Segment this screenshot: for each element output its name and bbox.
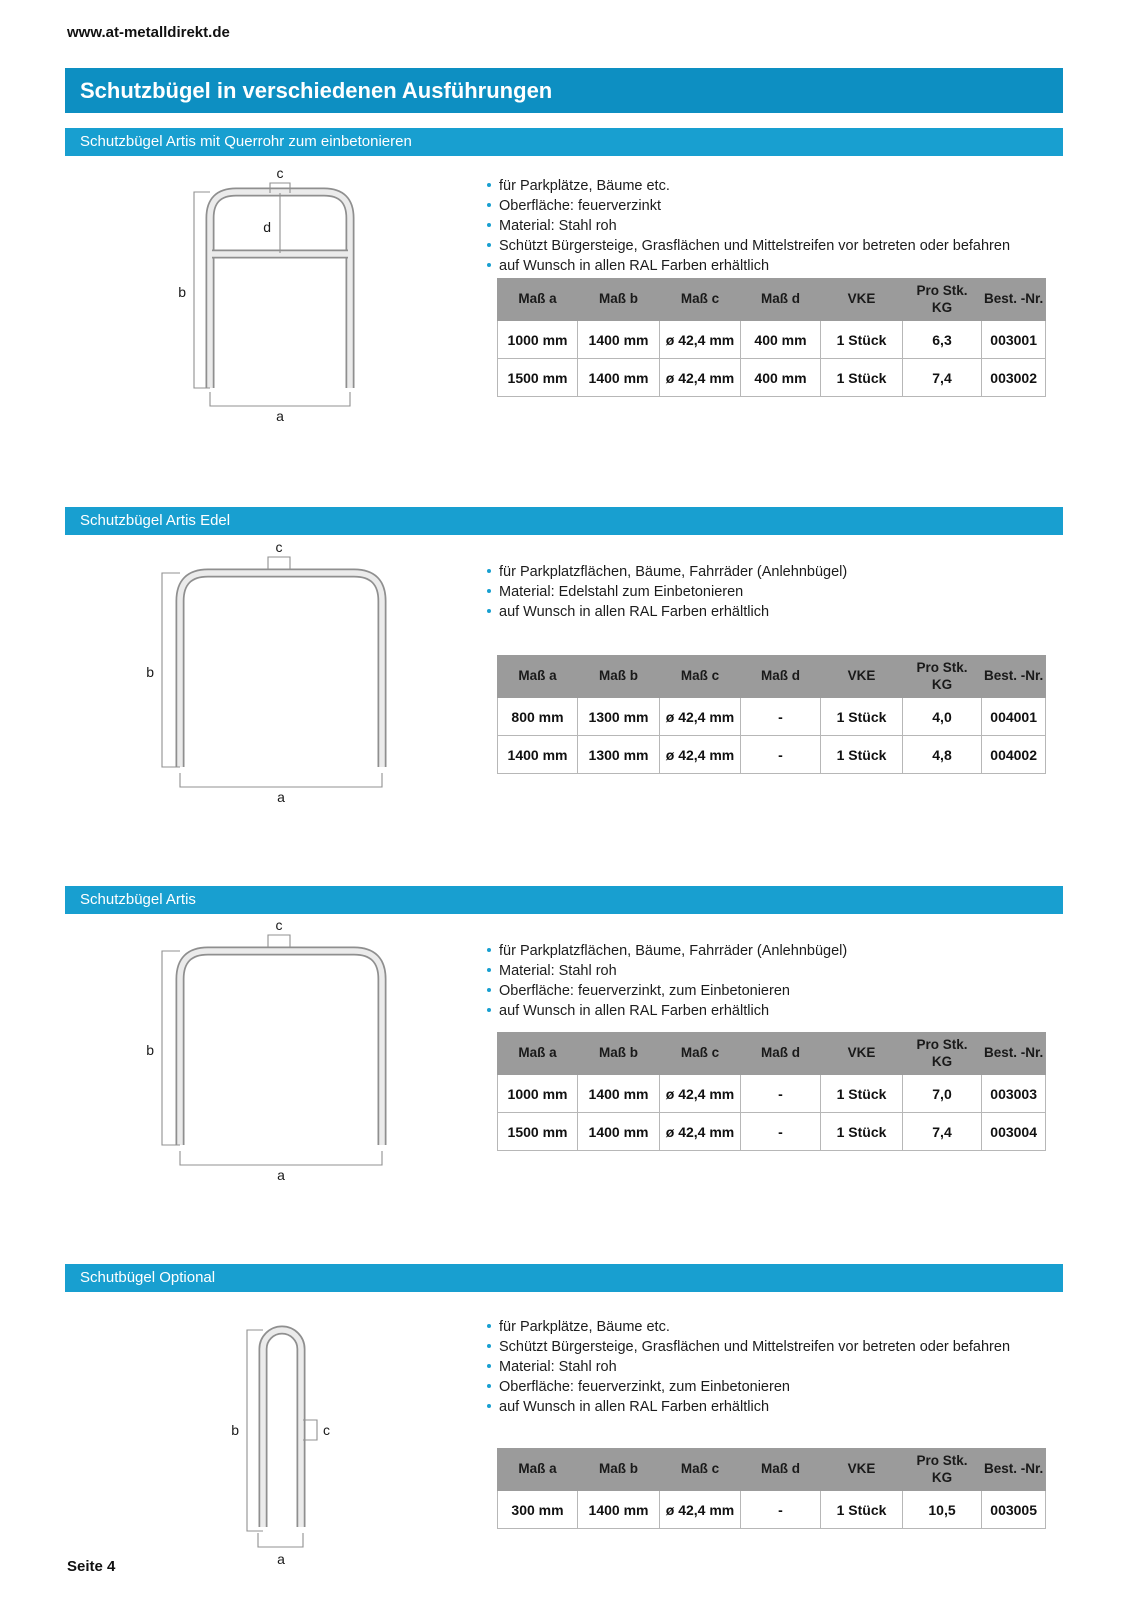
dim-label-b: b — [146, 664, 154, 680]
dim-bracket-c — [268, 557, 290, 569]
bullet-dot-icon — [487, 223, 491, 227]
col-header: Pro Stk. KG — [903, 279, 982, 321]
col-header: Pro Stk. KG — [903, 656, 982, 698]
table-row — [498, 1491, 1046, 1529]
bullet-text: auf Wunsch in allen RAL Farben erhältlich — [499, 1003, 770, 1019]
bullet-dot-icon — [487, 203, 491, 207]
cell-bestnr: 003002 — [982, 359, 1046, 397]
bullet-text: für Parkplatzflächen, Bäume, Fahrräder (Anlehnbügel) — [499, 564, 848, 580]
dim-label-a: a — [277, 1167, 285, 1181]
technical-drawing-artis-edel — [120, 537, 430, 803]
dim-bracket-a — [258, 1533, 303, 1547]
cell-vke: 1 Stück — [821, 359, 903, 397]
col-header: Maß b — [578, 1449, 660, 1491]
col-header: Best. -Nr. — [982, 279, 1046, 321]
col-header: Best. -Nr. — [982, 656, 1046, 698]
list-item — [487, 1397, 1010, 1417]
col-header: Maß c — [660, 1033, 741, 1075]
table-row — [498, 736, 1046, 774]
technical-drawing-artis-querrohr — [138, 162, 388, 422]
section-title: Schutzbügel Artis — [80, 891, 196, 908]
col-header: Maß a — [498, 1449, 578, 1491]
hoop-tube — [180, 951, 382, 1145]
bullet-text: Material: Stahl roh — [499, 963, 617, 979]
spec-table-artis-edel — [497, 655, 1046, 774]
list-item — [487, 1317, 1010, 1337]
cell-kg: 7,4 — [903, 359, 982, 397]
bullet-dot-icon — [487, 243, 491, 247]
cell-mass-d: - — [741, 1075, 821, 1113]
col-header: Maß b — [578, 1033, 660, 1075]
cell-mass-b: 1400 mm — [578, 1491, 660, 1529]
cell-mass-c: ø 42,4 mm — [660, 698, 741, 736]
dim-label-a: a — [277, 1551, 285, 1567]
list-item — [487, 1377, 1010, 1397]
bullet-dot-icon — [487, 948, 491, 952]
cell-mass-c: ø 42,4 mm — [660, 1491, 741, 1529]
cell-mass-d: - — [741, 1113, 821, 1151]
cell-mass-a: 1000 mm — [498, 1075, 578, 1113]
hoop-tube-highlight — [180, 951, 382, 1145]
cell-mass-a: 1000 mm — [498, 321, 578, 359]
list-item — [487, 961, 847, 981]
cell-kg: 10,5 — [903, 1491, 982, 1529]
bullet-dot-icon — [487, 263, 491, 267]
cell-bestnr: 004002 — [982, 736, 1046, 774]
col-header: Maß d — [741, 1033, 821, 1075]
list-item — [487, 981, 847, 1001]
cell-bestnr: 003003 — [982, 1075, 1046, 1113]
dim-label-b: b — [231, 1422, 239, 1438]
page-title-bar — [65, 68, 1063, 113]
cell-mass-b: 1400 mm — [578, 359, 660, 397]
dim-label-a: a — [277, 789, 285, 803]
bullet-text: Schützt Bürgersteige, Grasflächen und Mittelstreifen vor betreten oder befahren — [499, 238, 1011, 254]
bullet-text: Schützt Bürgersteige, Grasflächen und Mittelstreifen vor betreten oder befahren — [499, 1339, 1011, 1355]
cell-mass-d: - — [741, 736, 821, 774]
cell-kg: 7,0 — [903, 1075, 982, 1113]
list-item — [487, 1337, 1010, 1357]
bullet-text: Material: Stahl roh — [499, 1359, 617, 1375]
table-header-row — [498, 1449, 1046, 1491]
bullet-dot-icon — [487, 569, 491, 573]
col-header: Maß c — [660, 656, 741, 698]
bullet-text: auf Wunsch in allen RAL Farben erhältlich — [499, 604, 770, 620]
bullet-dot-icon — [487, 1384, 491, 1388]
list-item — [487, 1357, 1010, 1377]
col-header: Maß a — [498, 1033, 578, 1075]
feature-list — [487, 941, 847, 1021]
feature-list — [487, 176, 1010, 276]
bullet-text: für Parkplätze, Bäume etc. — [499, 1319, 670, 1335]
cell-vke: 1 Stück — [821, 1113, 903, 1151]
feature-list — [487, 1317, 1010, 1417]
spec-table-optional — [497, 1448, 1046, 1529]
cell-kg: 6,3 — [903, 321, 982, 359]
cell-mass-a: 1400 mm — [498, 736, 578, 774]
list-item — [487, 196, 1010, 216]
cell-kg: 4,8 — [903, 736, 982, 774]
cell-bestnr: 003005 — [982, 1491, 1046, 1529]
page-title: Schutzbügel in verschiedenen Ausführungen — [80, 78, 553, 103]
cell-mass-c: ø 42,4 mm — [660, 1113, 741, 1151]
table-header-row — [498, 656, 1046, 698]
hoop-tube-highlight — [180, 573, 382, 767]
col-header: Maß b — [578, 656, 660, 698]
hoop-tube-highlight — [263, 1330, 301, 1527]
cell-mass-d: - — [741, 698, 821, 736]
list-item — [487, 216, 1010, 236]
list-item — [487, 602, 847, 622]
bullet-dot-icon — [487, 183, 491, 187]
cell-vke: 1 Stück — [821, 1075, 903, 1113]
bullet-text: Material: Edelstahl zum Einbetonieren — [499, 584, 744, 600]
dim-label-c: c — [275, 539, 283, 555]
col-header: VKE — [821, 1033, 903, 1075]
hoop-tube — [263, 1330, 301, 1527]
section-title: Schutzbügel Artis Edel — [80, 512, 231, 529]
dim-bracket-a — [180, 773, 382, 787]
dim-bracket-c — [268, 935, 290, 947]
bullet-dot-icon — [487, 609, 491, 613]
cell-mass-a: 1500 mm — [498, 359, 578, 397]
col-header: Maß a — [498, 656, 578, 698]
bullet-text: auf Wunsch in allen RAL Farben erhältlich — [499, 258, 770, 274]
col-header: Best. -Nr. — [982, 1033, 1046, 1075]
page-number: Seite 4 — [67, 1558, 116, 1575]
feature-list — [487, 562, 847, 622]
table-row — [498, 1075, 1046, 1113]
bullet-dot-icon — [487, 1008, 491, 1012]
cell-mass-c: ø 42,4 mm — [660, 736, 741, 774]
cell-mass-c: ø 42,4 mm — [660, 1075, 741, 1113]
col-header: Maß c — [660, 1449, 741, 1491]
bullet-text: Oberfläche: feuerverzinkt — [499, 198, 661, 214]
bullet-dot-icon — [487, 1344, 491, 1348]
section-title: Schutzbügel Artis mit Querrohr zum einbetonieren — [80, 133, 412, 150]
dim-label-d: d — [263, 219, 271, 235]
col-header: Pro Stk. KG — [903, 1033, 982, 1075]
col-header: Maß d — [741, 656, 821, 698]
col-header: Maß a — [498, 279, 578, 321]
cell-vke: 1 Stück — [821, 321, 903, 359]
bullet-dot-icon — [487, 988, 491, 992]
table-row — [498, 359, 1046, 397]
technical-drawing-optional — [213, 1293, 358, 1573]
list-item — [487, 236, 1010, 256]
table-row — [498, 321, 1046, 359]
dim-label-c: c — [275, 917, 283, 933]
cell-vke: 1 Stück — [821, 698, 903, 736]
technical-drawing-artis — [120, 915, 430, 1181]
dim-label-b: b — [146, 1042, 154, 1058]
section-title: Schutbügel Optional — [80, 1269, 216, 1286]
col-header: VKE — [821, 656, 903, 698]
col-header: Maß c — [660, 279, 741, 321]
list-item — [487, 582, 847, 602]
section-bar-optional — [65, 1264, 1063, 1292]
bullet-dot-icon — [487, 1404, 491, 1408]
bullet-dot-icon — [487, 1324, 491, 1328]
cell-mass-d: - — [741, 1491, 821, 1529]
bullet-text: für Parkplätze, Bäume etc. — [499, 178, 670, 194]
cell-mass-b: 1300 mm — [578, 698, 660, 736]
cell-mass-b: 1300 mm — [578, 736, 660, 774]
cell-mass-d: 400 mm — [741, 321, 821, 359]
table-header-row — [498, 1033, 1046, 1075]
list-item — [487, 176, 1010, 196]
list-item — [487, 1001, 847, 1021]
bullet-dot-icon — [487, 1364, 491, 1368]
list-item — [487, 256, 1010, 276]
cell-vke: 1 Stück — [821, 736, 903, 774]
bullet-text: Material: Stahl roh — [499, 218, 617, 234]
section-bar-artis-querrohr — [65, 128, 1063, 156]
list-item — [487, 941, 847, 961]
dim-bracket-a — [210, 392, 350, 406]
col-header: Pro Stk. KG — [903, 1449, 982, 1491]
site-url: www.at-metalldirekt.de — [67, 24, 230, 41]
list-item — [487, 562, 847, 582]
dim-bracket-a — [180, 1151, 382, 1165]
dim-label-a: a — [276, 408, 284, 422]
dim-label-c: c — [323, 1422, 330, 1438]
table-row — [498, 1113, 1046, 1151]
section-bar-artis — [65, 886, 1063, 914]
bullet-dot-icon — [487, 968, 491, 972]
cell-mass-a: 300 mm — [498, 1491, 578, 1529]
cell-mass-b: 1400 mm — [578, 1075, 660, 1113]
bullet-dot-icon — [487, 589, 491, 593]
col-header: VKE — [821, 1449, 903, 1491]
col-header: VKE — [821, 279, 903, 321]
col-header: Maß d — [741, 279, 821, 321]
table-row — [498, 698, 1046, 736]
cell-bestnr: 003001 — [982, 321, 1046, 359]
col-header: Best. -Nr. — [982, 1449, 1046, 1491]
cell-vke: 1 Stück — [821, 1491, 903, 1529]
cell-kg: 7,4 — [903, 1113, 982, 1151]
cell-kg: 4,0 — [903, 698, 982, 736]
dim-label-c: c — [276, 165, 284, 181]
bullet-text: auf Wunsch in allen RAL Farben erhältlich — [499, 1399, 770, 1415]
section-bar-artis-edel — [65, 507, 1063, 535]
table-header-row — [498, 279, 1046, 321]
dim-label-b: b — [178, 284, 186, 300]
bullet-text: Oberfläche: feuerverzinkt, zum Einbetonieren — [499, 983, 790, 999]
bullet-text: Oberfläche: feuerverzinkt, zum Einbetonieren — [499, 1379, 790, 1395]
hoop-tube — [180, 573, 382, 767]
cell-mass-b: 1400 mm — [578, 1113, 660, 1151]
cell-mass-a: 800 mm — [498, 698, 578, 736]
cell-bestnr: 003004 — [982, 1113, 1046, 1151]
cell-mass-c: ø 42,4 mm — [660, 359, 741, 397]
cell-mass-b: 1400 mm — [578, 321, 660, 359]
cell-mass-d: 400 mm — [741, 359, 821, 397]
spec-table-artis-querrohr — [497, 278, 1046, 397]
col-header: Maß d — [741, 1449, 821, 1491]
col-header: Maß b — [578, 279, 660, 321]
spec-table-artis — [497, 1032, 1046, 1151]
cell-bestnr: 004001 — [982, 698, 1046, 736]
cell-mass-a: 1500 mm — [498, 1113, 578, 1151]
cell-mass-c: ø 42,4 mm — [660, 321, 741, 359]
bullet-text: für Parkplatzflächen, Bäume, Fahrräder (Anlehnbügel) — [499, 943, 848, 959]
